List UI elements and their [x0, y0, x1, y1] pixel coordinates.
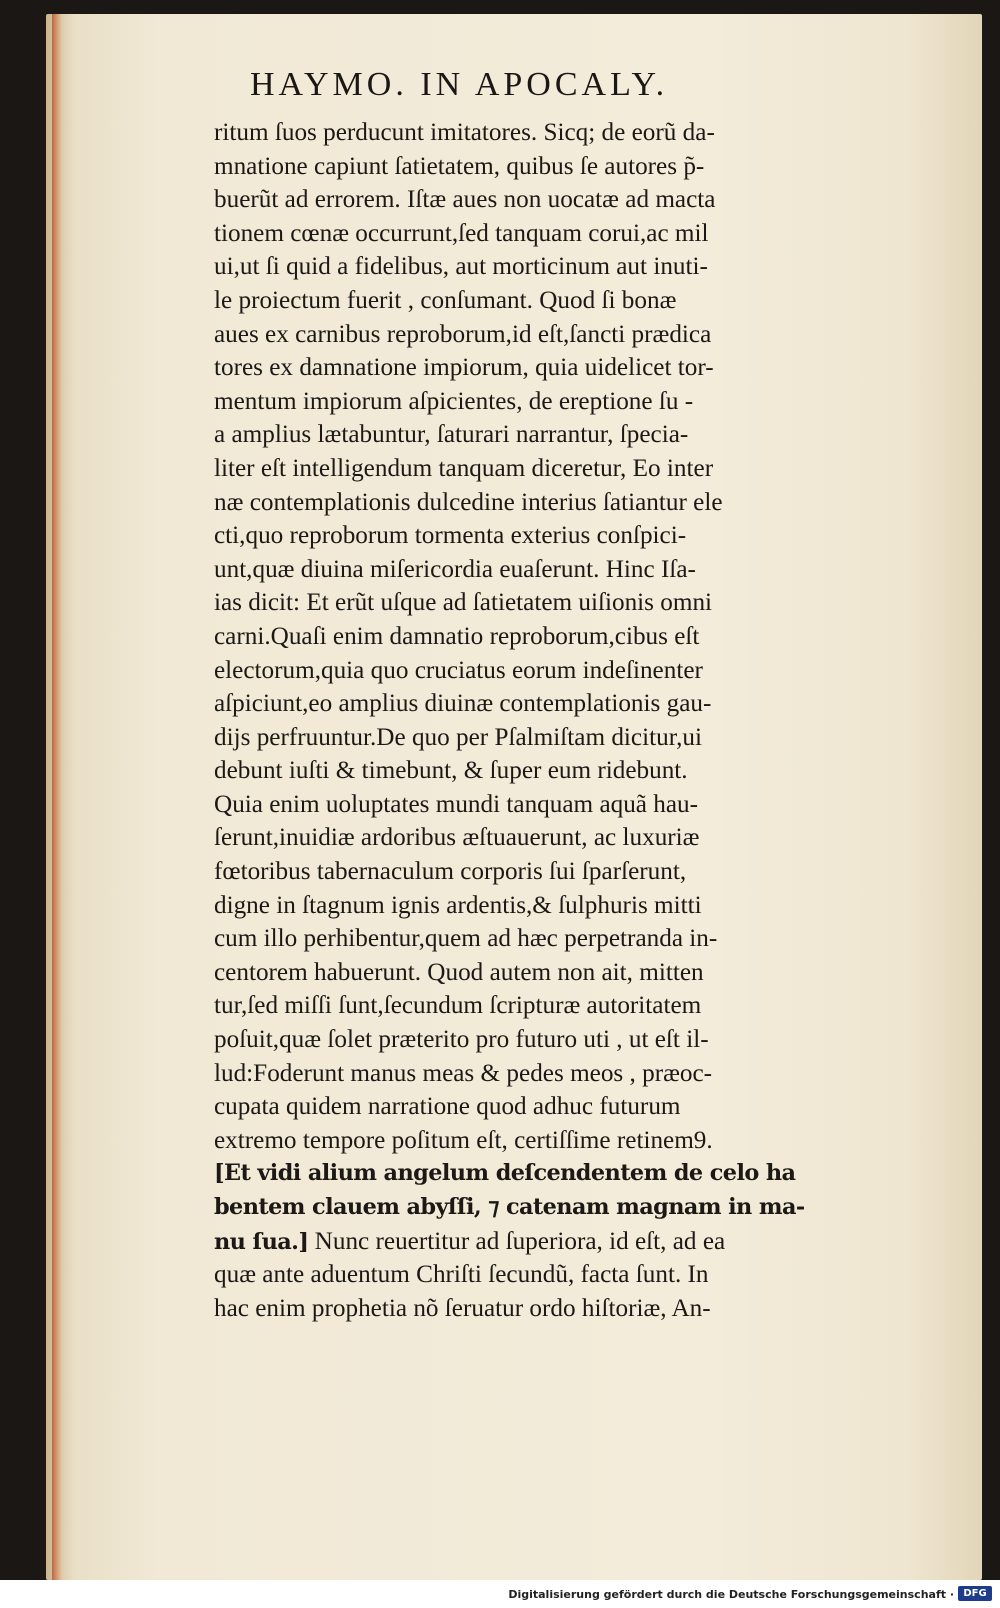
text-line: cti,quo reproborum tormenta exterius conſpici- — [214, 522, 687, 550]
text-line: tionem cœnæ occurrunt,ſed tanquam corui,ac mil — [214, 219, 709, 247]
text-line: debunt iuſti & timebunt, & ſuper eum ridebunt. — [214, 757, 688, 785]
text-block — [214, 116, 934, 1325]
text-line: cum illo perhibentur,quem ad hæc perpetranda in- — [214, 925, 718, 953]
text-line: lud:Foderunt manus meas & pedes meos , præoc- — [214, 1059, 713, 1087]
commentary-resume: Nunc reuertitur ad ſuperiora, id eſt, ad ea — [308, 1227, 726, 1255]
text-line: dijs perfruuntur.De quo per Pſalmiſtam dicitur,ui — [214, 723, 702, 751]
text-line: aſpiciunt,eo amplius diuinæ contemplationis gau- — [214, 690, 712, 718]
lemma-line: bentem clauem abyſſi, ⁊ catenam magnam in ma- — [214, 1194, 805, 1220]
footer-credit: Digitalisierung gefördert durch die Deutsche Forschungsgemeinschaft · — [508, 1588, 954, 1601]
text-line: ias dicit: Et erũt uſque ad ſatietatem uiſionis omni — [214, 589, 713, 617]
dfg-logo-icon: DFG — [958, 1586, 992, 1601]
text-line: carni.Quaſi enim damnatio reproborum,cibus eſt — [214, 622, 700, 650]
lemma-line-mixed — [214, 1225, 934, 1259]
running-head: HAYMO. IN APOCALY. — [250, 66, 669, 103]
text-line: a amplius lætabuntur, ſaturari narrantur, ſpecia- — [214, 421, 689, 449]
text-line: tur,ſed miſſi ſunt,ſecundum ſcripturæ autoritatem — [214, 992, 702, 1020]
text-line: cupata quidem narratione quod adhuc futurum — [214, 1093, 681, 1121]
footer-bar — [0, 1580, 1000, 1608]
text-line: extremo tempore poſitum eſt, certiſſime retinem9. — [214, 1126, 713, 1154]
lemma-line: [Et vidi alium angelum deſcendentem de celo ha — [214, 1160, 796, 1187]
text-line: tores ex damnatione impiorum, quia uidelicet tor- — [214, 354, 714, 382]
text-line: ſerunt,inuidiæ ardoribus æſtuauerunt, ac luxuriæ — [214, 824, 700, 852]
text-line: mnatione capiunt ſatietatem, quibus ſe autores p̃- — [214, 152, 705, 180]
text-line: electorum,quia quo cruciatus eorum indeſinenter — [214, 656, 703, 684]
text-line: Quia enim uoluptates mundi tanquam aquã hau- — [214, 790, 699, 818]
text-line: hac enim prophetia nõ ſeruatur ordo hiſtoriæ, An- — [214, 1294, 711, 1322]
text-line: poſuit,quæ ſolet præterito pro futuro uti , ut eſt il- — [214, 1026, 709, 1054]
text-line: unt,quæ diuina miſericordia euaſerunt. Hinc Iſa- — [214, 555, 696, 583]
text-line: le proiectum fuerit , conſumant. Quod ſi bonæ — [214, 286, 677, 314]
text-line: ui,ut ſi quid a fidelibus, aut morticinum aut inuti- — [214, 253, 708, 281]
page-edge — [52, 14, 62, 1580]
text-line: buerũt ad errorem. Iſtæ aues non uocatæ ad macta — [214, 186, 716, 214]
text-line: centorem habuerunt. Quod autem non ait, mitten — [214, 958, 704, 986]
lemma-end: nu ſua.] — [214, 1228, 309, 1255]
text-line: næ contemplationis dulcedine interius ſatiantur ele — [214, 488, 723, 516]
text-line: quæ ante aduentum Chriſti ſecundũ, facta ſunt. In — [214, 1261, 709, 1289]
text-line: fœtoribus tabernaculum corporis ſui ſparſerunt, — [214, 858, 687, 886]
text-line: ritum ſuos perducunt imitatores. Sicq; de eorũ da- — [214, 119, 715, 146]
text-line: mentum impiorum aſpicientes, de ereptione ſu - — [214, 387, 694, 415]
text-line: liter eſt intelligendum tanquam diceretur, Eo inter — [214, 454, 714, 482]
text-line: digne in ſtagnum ignis ardentis,& ſulphuris mitti — [214, 891, 702, 919]
text-line: aues ex carnibus reproborum,id eſt,ſancti prædica — [214, 320, 712, 348]
